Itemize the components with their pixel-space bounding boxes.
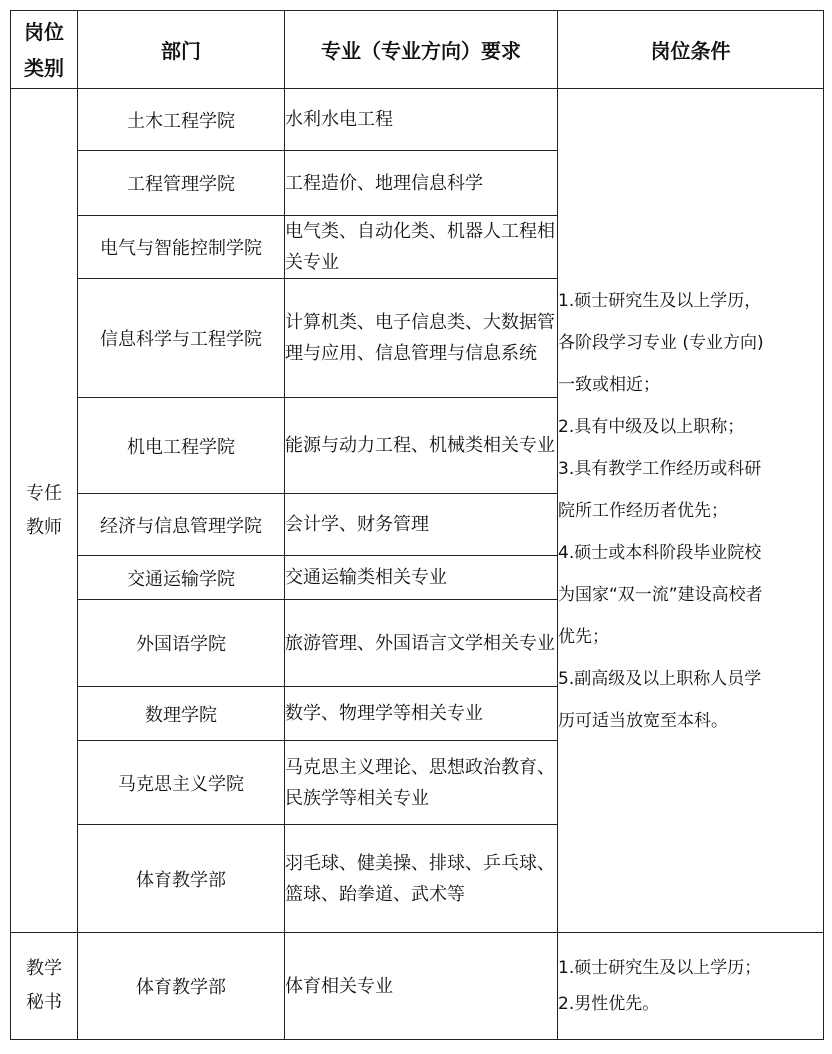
- condition-line: 历可适当放宽至本科。: [558, 710, 728, 731]
- condition-line: 为国家“双一流”建设高校者: [558, 584, 763, 605]
- department-cell: 体育教学部: [78, 825, 285, 933]
- major-cell: 电气类、自动化类、机器人工程相关专业: [285, 216, 558, 279]
- condition-line: 各阶段学习专业 (专业方向): [558, 332, 764, 353]
- major-cell: 马克思主义理论、思想政治教育、民族学等相关专业: [285, 741, 558, 825]
- condition-line: 2.男性优先。: [558, 994, 660, 1014]
- major-cell: 工程造价、地理信息科学: [285, 151, 558, 216]
- condition-line: 优先；: [558, 626, 609, 647]
- category-teacher: [11, 89, 78, 933]
- conditions-secretary: [558, 933, 824, 1040]
- condition-line: 院所工作经历者优先；: [558, 500, 728, 521]
- major-cell: 羽毛球、健美操、排球、乒乓球、篮球、跆拳道、武术等: [285, 825, 558, 933]
- department-cell: 外国语学院: [78, 600, 285, 687]
- department-cell: 土木工程学院: [78, 89, 285, 151]
- header-category-line2: 类别: [24, 55, 64, 80]
- condition-line: 4.硕士或本科阶段毕业院校: [558, 542, 762, 563]
- condition-line: 一致或相近；: [558, 374, 660, 395]
- condition-line: 1.硕士研究生及以上学历，: [558, 290, 762, 311]
- header-major: 专业（专业方向）要求: [285, 11, 558, 89]
- major-cell: 计算机类、电子信息类、大数据管理与应用、信息管理与信息系统: [285, 279, 558, 398]
- category-teacher-line1: 专任: [26, 482, 62, 504]
- major-cell: 交通运输类相关专业: [285, 556, 558, 600]
- category-secretary-line1: 教学: [26, 958, 62, 979]
- major-cell: 能源与动力工程、机械类相关专业: [285, 398, 558, 494]
- department-cell: 体育教学部: [78, 933, 285, 1040]
- header-row: [11, 11, 824, 89]
- condition-line: 2.具有中级及以上职称；: [558, 416, 745, 437]
- conditions-teacher: [558, 89, 824, 933]
- department-cell: 马克思主义学院: [78, 741, 285, 825]
- department-cell: 机电工程学院: [78, 398, 285, 494]
- condition-line: 5.副高级及以上职称人员学: [558, 668, 762, 689]
- header-category: [11, 11, 78, 89]
- category-secretary-line2: 秘书: [26, 992, 62, 1013]
- major-cell: 体育相关专业: [285, 933, 558, 1040]
- category-secretary: [11, 933, 78, 1040]
- department-cell: 工程管理学院: [78, 151, 285, 216]
- department-cell: 经济与信息管理学院: [78, 494, 285, 556]
- major-cell: 旅游管理、外国语言文学相关专业: [285, 600, 558, 687]
- department-cell: 数理学院: [78, 687, 285, 741]
- major-cell: 水利水电工程: [285, 89, 558, 151]
- category-teacher-line2: 教师: [26, 516, 62, 538]
- position-table: [10, 10, 824, 1040]
- header-department: 部门: [78, 11, 285, 89]
- header-category-line1: 岗位: [24, 19, 64, 44]
- table-row: [11, 933, 824, 1040]
- major-cell: 会计学、财务管理: [285, 494, 558, 556]
- department-cell: 信息科学与工程学院: [78, 279, 285, 398]
- major-cell: 数学、物理学等相关专业: [285, 687, 558, 741]
- condition-line: 1.硕士研究生及以上学历；: [558, 958, 762, 978]
- department-cell: 电气与智能控制学院: [78, 216, 285, 279]
- department-cell: 交通运输学院: [78, 556, 285, 600]
- table-row: [11, 89, 824, 151]
- header-conditions: 岗位条件: [558, 11, 824, 89]
- condition-line: 3.具有教学工作经历或科研: [558, 458, 762, 479]
